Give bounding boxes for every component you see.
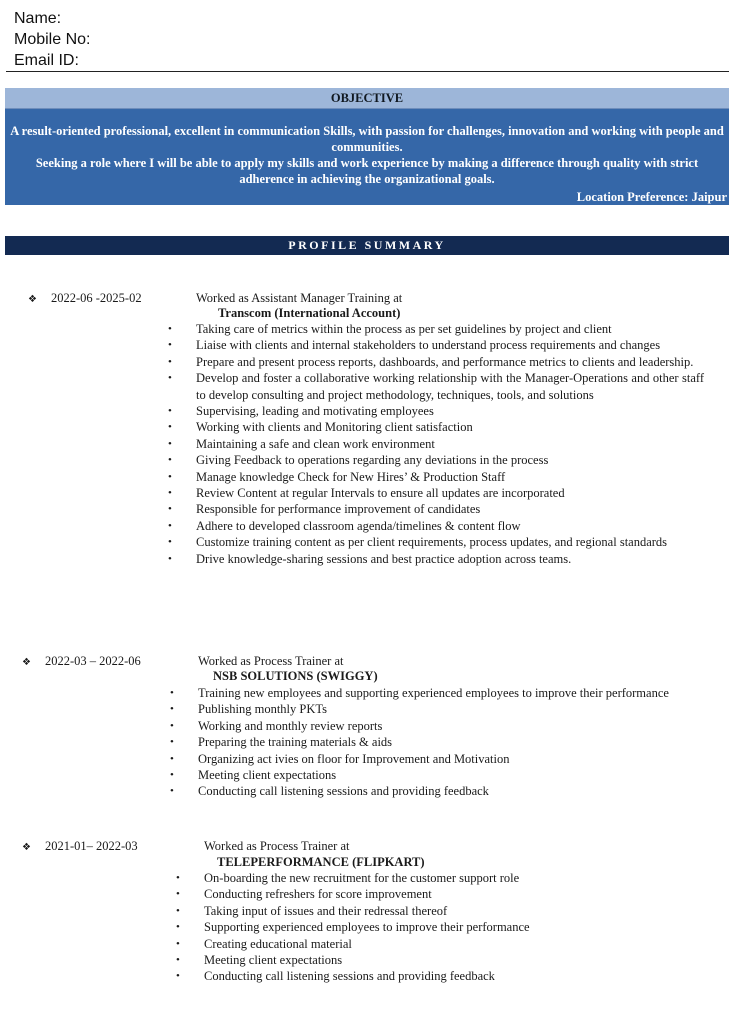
objective-text <box>10 123 724 187</box>
duty-item <box>168 354 704 370</box>
job-company: TELEPERFORMANCE (FLIPKART) <box>217 855 425 869</box>
duty-item <box>170 734 710 750</box>
objective-paragraph-1: A result-oriented professional, excellent in communication Skills, with passion for challenges, innovation and working with people and communities. <box>10 124 724 154</box>
diamond-bullet-icon: ❖ <box>22 657 31 668</box>
duty-text: Supporting experienced employees to improve their performance <box>204 920 530 935</box>
duty-text: Liaise with clients and internal stakeholders to understand process requirements and changes <box>196 338 661 353</box>
duty-text: Responsible for performance improvement of candidates <box>196 502 481 517</box>
duty-item <box>176 886 716 902</box>
round-bullet-icon: • <box>168 487 172 500</box>
duty-text: Working and monthly review reports <box>198 718 383 733</box>
duty-item <box>168 321 704 337</box>
round-bullet-icon: • <box>168 519 172 532</box>
duty-item <box>176 968 716 984</box>
email-label: Email ID: <box>14 52 79 69</box>
duty-item <box>176 936 716 952</box>
job-role: Worked as Process Trainer at <box>204 839 350 853</box>
round-bullet-icon: • <box>170 736 174 749</box>
duty-text: Review Content at regular Intervals to ensure all updates are incorporated <box>196 486 565 501</box>
duty-item <box>176 919 716 935</box>
diamond-bullet-icon: ❖ <box>22 842 31 853</box>
header-divider <box>6 71 729 72</box>
job-duties-list <box>168 321 704 567</box>
round-bullet-icon: • <box>170 769 174 782</box>
round-bullet-icon: • <box>176 921 180 934</box>
duty-text: Organizing act ivies on floor for Improvement and Motivation <box>198 751 510 766</box>
duty-item <box>168 518 704 534</box>
duty-item <box>176 952 716 968</box>
duty-item <box>168 469 704 485</box>
duty-item <box>168 337 704 353</box>
duty-text: Conducting refreshers for score improvement <box>204 887 432 902</box>
duty-item <box>170 783 710 799</box>
profile-summary-title: PROFILE SUMMARY <box>5 236 729 255</box>
job-dates: ❖ 2021-01– 2022-03 <box>22 839 138 853</box>
duty-item <box>168 436 704 452</box>
duty-text: Customize training content as per client requirements, process updates, and regional standards <box>196 535 668 550</box>
mobile-label: Mobile No: <box>14 31 91 48</box>
duty-item <box>168 551 704 567</box>
round-bullet-icon: • <box>168 405 172 418</box>
duty-item <box>170 751 710 767</box>
duty-text: Training new employees and supporting experienced employees to improve their performance <box>198 686 669 700</box>
duty-item <box>168 370 704 403</box>
round-bullet-icon: • <box>170 719 174 732</box>
round-bullet-icon: • <box>168 437 172 450</box>
round-bullet-icon: • <box>176 872 180 884</box>
job-role: Worked as Process Trainer at <box>198 654 344 668</box>
duty-text: Publishing monthly PKTs <box>198 702 328 717</box>
duty-text: Conducting call listening sessions and providing feedback <box>198 784 489 799</box>
duty-text: Creating educational material <box>204 936 352 951</box>
duty-text: Maintaining a safe and clean work environment <box>196 436 435 451</box>
duty-item <box>170 701 710 717</box>
duty-item <box>170 685 710 701</box>
duty-item <box>176 903 716 919</box>
duty-text: Giving Feedback to operations regarding any deviations in the process <box>196 453 549 468</box>
duty-text: Meeting client expectations <box>198 768 337 783</box>
duty-text: Meeting client expectations <box>204 953 343 968</box>
round-bullet-icon: • <box>168 339 172 352</box>
duty-text: Develop and foster a collaborative working relationship with the Manager-Operations and other staff to develop consulting and project methodology, techniques, tools, and solutions <box>196 371 704 402</box>
duty-item <box>168 452 704 468</box>
job-duties-list <box>170 685 710 800</box>
duty-text: Adhere to developed classroom agenda/timelines & content flow <box>196 518 521 533</box>
round-bullet-icon: • <box>176 888 180 901</box>
name-label: Name: <box>14 10 62 27</box>
round-bullet-icon: • <box>176 904 180 917</box>
round-bullet-icon: • <box>170 752 174 765</box>
duty-item <box>168 501 704 517</box>
job-dates: ❖ 2022-06 -2025-02 <box>28 291 142 305</box>
round-bullet-icon: • <box>168 355 172 368</box>
location-preference: Location Preference: Jaipur <box>576 190 727 204</box>
round-bullet-icon: • <box>176 970 180 983</box>
duty-item <box>170 718 710 734</box>
duty-item <box>176 870 716 886</box>
duty-text: Manage knowledge Check for New Hires’ & Production Staff <box>196 469 506 484</box>
round-bullet-icon: • <box>168 470 172 483</box>
round-bullet-icon: • <box>170 703 174 716</box>
job-dates: ❖ 2022-03 – 2022-06 <box>22 654 141 668</box>
objective-paragraph-2: Seeking a role where I will be able to apply my skills and work experience by making a difference through quality with strict adherence in achieving the organizational goals. <box>35 156 699 186</box>
round-bullet-icon: • <box>168 536 172 549</box>
round-bullet-icon: • <box>168 454 172 467</box>
duty-text: Drive knowledge-sharing sessions and best practice adoption across teams. <box>196 551 572 566</box>
duty-text: Taking care of metrics within the process as per set guidelines by project and client <box>196 322 612 336</box>
round-bullet-icon: • <box>168 503 172 516</box>
job-company: Transcom (International Account) <box>218 306 401 320</box>
duty-item <box>168 485 704 501</box>
duty-text: On-boarding the new recruitment for the customer support role <box>204 871 520 885</box>
round-bullet-icon: • <box>168 323 172 335</box>
duty-item <box>168 534 704 550</box>
duty-text: Prepare and present process reports, dashboards, and performance metrics to clients and leadership. <box>196 354 694 369</box>
duty-text: Taking input of issues and their redressal thereof <box>204 903 448 918</box>
duty-item <box>168 403 704 419</box>
objective-title: OBJECTIVE <box>5 88 729 109</box>
duty-text: Conducting call listening sessions and providing feedback <box>204 969 495 984</box>
round-bullet-icon: • <box>168 421 172 434</box>
round-bullet-icon: • <box>170 785 174 798</box>
duty-item <box>168 419 704 435</box>
diamond-bullet-icon: ❖ <box>28 294 37 305</box>
duty-text: Preparing the training materials & aids <box>198 735 393 750</box>
round-bullet-icon: • <box>168 372 172 385</box>
round-bullet-icon: • <box>168 552 172 565</box>
round-bullet-icon: • <box>176 937 180 950</box>
round-bullet-icon: • <box>170 687 174 699</box>
job-company: NSB SOLUTIONS (SWIGGY) <box>213 669 378 683</box>
duty-item <box>170 767 710 783</box>
job-duties-list <box>176 870 716 985</box>
round-bullet-icon: • <box>176 954 180 967</box>
job-role: Worked as Assistant Manager Training at <box>196 291 403 305</box>
duty-text: Working with clients and Monitoring client satisfaction <box>196 420 473 435</box>
duty-text: Supervising, leading and motivating employees <box>196 404 434 419</box>
contact-header <box>14 8 90 71</box>
